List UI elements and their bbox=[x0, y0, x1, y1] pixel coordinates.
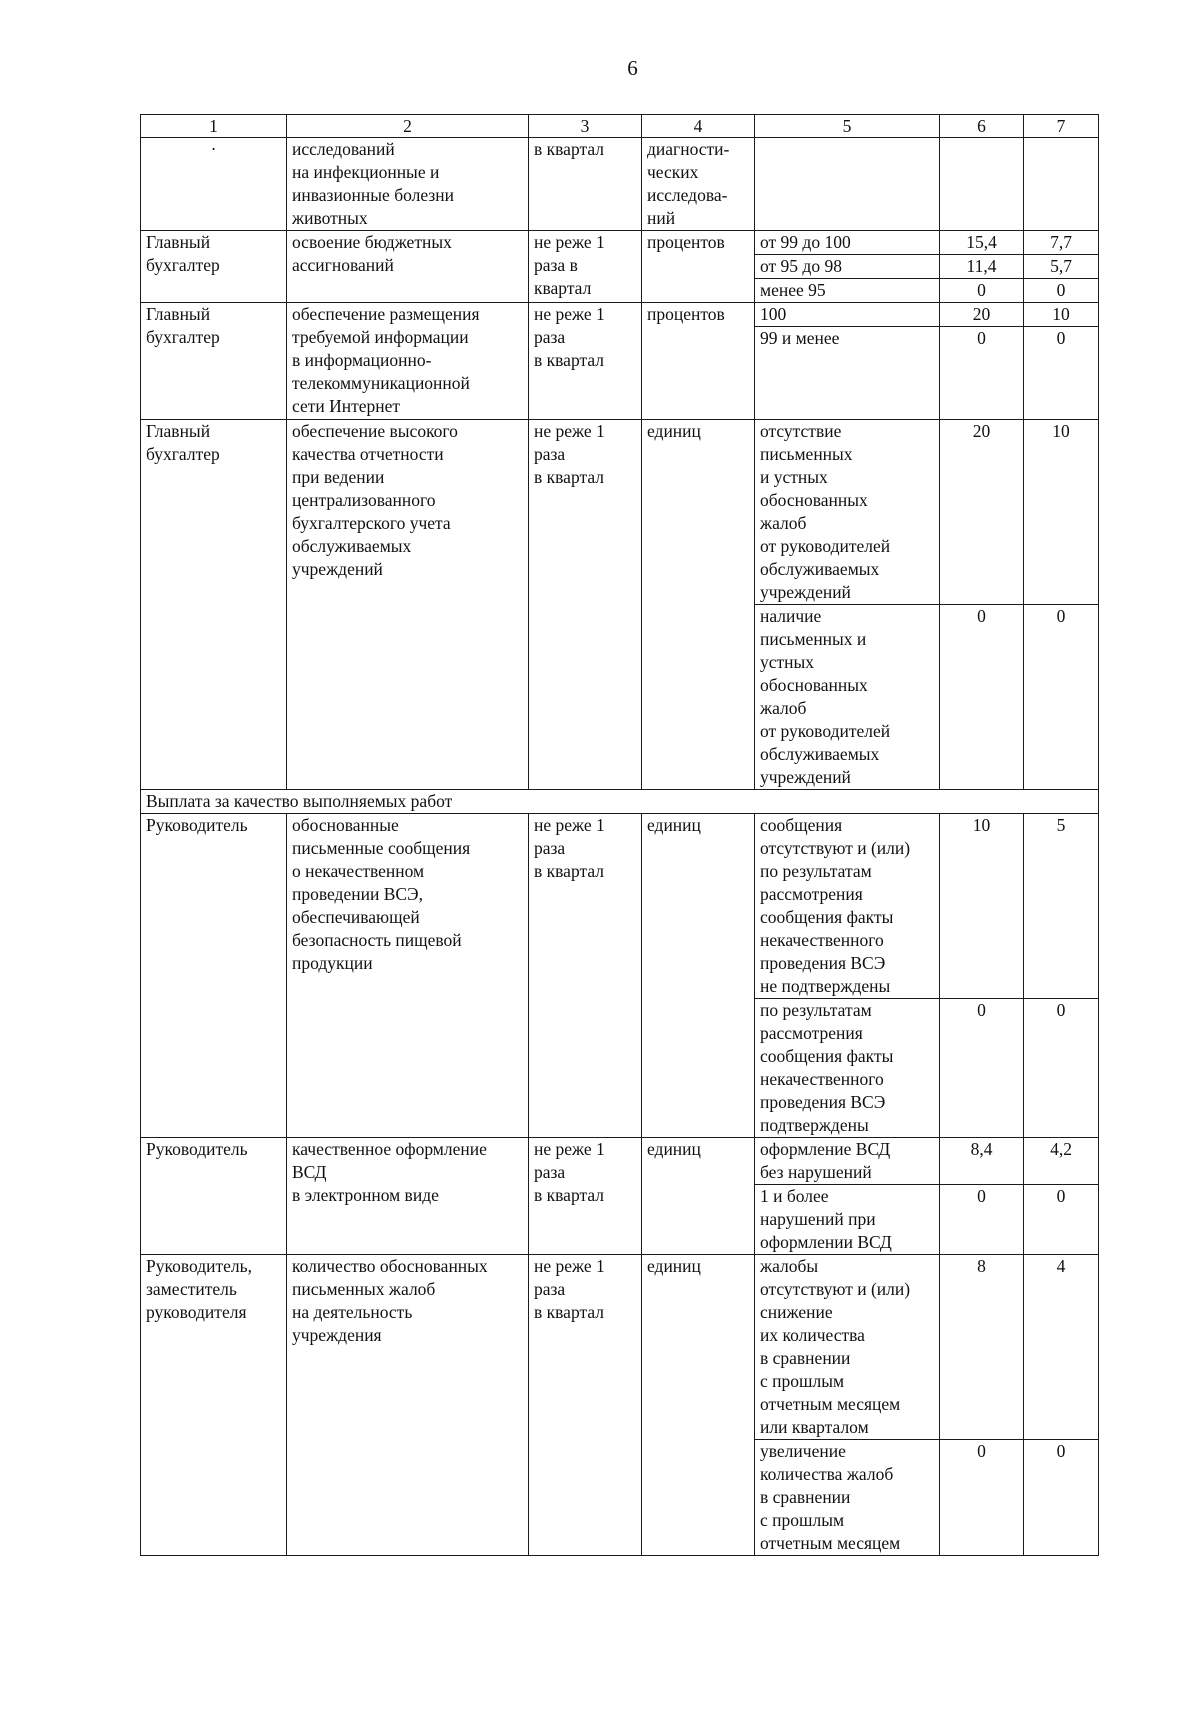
points-cell: 20 bbox=[940, 420, 1024, 605]
points-cell: 10 bbox=[940, 814, 1024, 999]
points-cell: 0 bbox=[1024, 279, 1099, 303]
position-cell: Главный бухгалтер bbox=[141, 420, 287, 790]
column-header: 2 bbox=[287, 115, 529, 138]
indicator-cell: количество обоснованных письменных жалоб на деятельность учреждения bbox=[287, 1255, 529, 1556]
points-cell: 5 bbox=[1024, 814, 1099, 999]
points-cell: 8 bbox=[940, 1255, 1024, 1440]
table-row bbox=[141, 231, 1099, 255]
points-cell: 0 bbox=[940, 1185, 1024, 1255]
criterion-cell: сообщения отсутствуют и (или) по результатам рассмотрения сообщения факты некачественного проведения ВСЭ не подтверждены bbox=[755, 814, 940, 999]
periodicity-cell: не реже 1 раза в квартал bbox=[529, 814, 642, 1138]
position-cell: Главный бухгалтер bbox=[141, 231, 287, 303]
unit-cell: единиц bbox=[642, 1255, 755, 1556]
criterion-cell: увеличение количества жалоб в сравнении с прошлым отчетным месяцем bbox=[755, 1440, 940, 1556]
criterion-cell: жалобы отсутствуют и (или) снижение их количества в сравнении с прошлым отчетным месяцем или кварталом bbox=[755, 1255, 940, 1440]
points-cell: 0 bbox=[940, 605, 1024, 790]
position-cell: Руководитель bbox=[141, 1138, 287, 1255]
section-row bbox=[141, 790, 1099, 814]
unit-cell: диагности- ческих исследова- ний bbox=[642, 138, 755, 231]
periodicity-cell: не реже 1 раза в квартал bbox=[529, 231, 642, 303]
points-cell: 0 bbox=[1024, 999, 1099, 1138]
indicator-cell: обоснованные письменные сообщения о некачественном проведении ВСЭ, обеспечивающей безопасность пищевой продукции bbox=[287, 814, 529, 1138]
points-cell: 7,7 bbox=[1024, 231, 1099, 255]
unit-cell: единиц bbox=[642, 814, 755, 1138]
column-header: 3 bbox=[529, 115, 642, 138]
periodicity-cell: в квартал bbox=[529, 138, 642, 231]
table-row bbox=[141, 1138, 1099, 1185]
points-cell: 11,4 bbox=[940, 255, 1024, 279]
points-cell bbox=[1024, 138, 1099, 231]
indicator-cell: освоение бюджетных ассигнований bbox=[287, 231, 529, 303]
position-cell: Главный бухгалтер bbox=[141, 303, 287, 420]
points-cell: 0 bbox=[1024, 327, 1099, 420]
criterion-cell: 99 и менее bbox=[755, 327, 940, 420]
points-cell: 0 bbox=[940, 327, 1024, 420]
page-number: 6 bbox=[627, 56, 638, 80]
criterion-cell: 1 и более нарушений при оформлении ВСД bbox=[755, 1185, 940, 1255]
periodicity-cell: не реже 1 раза в квартал bbox=[529, 420, 642, 790]
points-cell: 0 bbox=[940, 999, 1024, 1138]
points-cell: 20 bbox=[940, 303, 1024, 327]
column-header: 7 bbox=[1024, 115, 1099, 138]
indicator-cell: обеспечение размещения требуемой информации в информационно- телекоммуникационной сети Интернет bbox=[287, 303, 529, 420]
criterion-cell: по результатам рассмотрения сообщения факты некачественного проведения ВСЭ подтверждены bbox=[755, 999, 940, 1138]
table-row bbox=[141, 420, 1099, 605]
points-cell: 8,4 bbox=[940, 1138, 1024, 1185]
indicator-cell: обеспечение высокого качества отчетности при ведении централизованного бухгалтерского учета обслуживаемых учреждений bbox=[287, 420, 529, 790]
criterion-cell: отсутствие письменных и устных обоснованных жалоб от руководителей обслуживаемых учреждений bbox=[755, 420, 940, 605]
points-cell: 15,4 bbox=[940, 231, 1024, 255]
column-header: 4 bbox=[642, 115, 755, 138]
points-cell: 4 bbox=[1024, 1255, 1099, 1440]
indicator-cell: качественное оформление ВСД в электронном виде bbox=[287, 1138, 529, 1255]
table-row bbox=[141, 303, 1099, 327]
points-cell: 5,7 bbox=[1024, 255, 1099, 279]
criterion-cell: наличие письменных и устных обоснованных жалоб от руководителей обслуживаемых учреждений bbox=[755, 605, 940, 790]
points-cell: 4,2 bbox=[1024, 1138, 1099, 1185]
points-cell: 10 bbox=[1024, 420, 1099, 605]
points-cell: 0 bbox=[940, 279, 1024, 303]
table-header-row bbox=[141, 115, 1099, 138]
position-cell: · bbox=[141, 138, 287, 231]
position-cell: Руководитель bbox=[141, 814, 287, 1138]
column-header: 1 bbox=[141, 115, 287, 138]
criterion-cell bbox=[755, 138, 940, 231]
position-cell: Руководитель, заместитель руководителя bbox=[141, 1255, 287, 1556]
points-cell: 0 bbox=[1024, 605, 1099, 790]
unit-cell: процентов bbox=[642, 303, 755, 420]
criterion-cell: оформление ВСД без нарушений bbox=[755, 1138, 940, 1185]
column-header: 5 bbox=[755, 115, 940, 138]
unit-cell: процентов bbox=[642, 231, 755, 303]
points-cell: 0 bbox=[940, 1440, 1024, 1556]
unit-cell: единиц bbox=[642, 420, 755, 790]
points-cell: 10 bbox=[1024, 303, 1099, 327]
periodicity-cell: не реже 1 раза в квартал bbox=[529, 1255, 642, 1556]
criterion-cell: от 95 до 98 bbox=[755, 255, 940, 279]
criterion-cell: 100 bbox=[755, 303, 940, 327]
section-heading: Выплата за качество выполняемых работ bbox=[141, 790, 1099, 814]
points-cell: 0 bbox=[1024, 1440, 1099, 1556]
column-header: 6 bbox=[940, 115, 1024, 138]
criterion-cell: от 99 до 100 bbox=[755, 231, 940, 255]
unit-cell: единиц bbox=[642, 1138, 755, 1255]
periodicity-cell: не реже 1 раза в квартал bbox=[529, 1138, 642, 1255]
points-cell: 0 bbox=[1024, 1185, 1099, 1255]
indicator-cell: исследований на инфекционные и инвазионные болезни животных bbox=[287, 138, 529, 231]
criterion-cell: менее 95 bbox=[755, 279, 940, 303]
table-row bbox=[141, 138, 1099, 231]
criteria-table bbox=[140, 114, 1099, 1556]
table-row bbox=[141, 1255, 1099, 1440]
points-cell bbox=[940, 138, 1024, 231]
periodicity-cell: не реже 1 раза в квартал bbox=[529, 303, 642, 420]
table-row bbox=[141, 814, 1099, 999]
